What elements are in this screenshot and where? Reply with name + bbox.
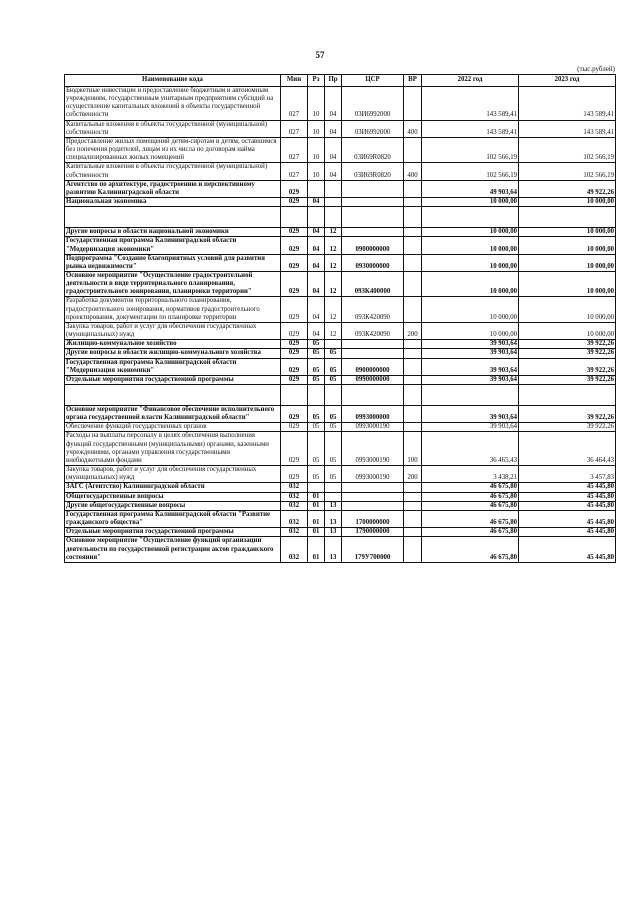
table-row [65,322,616,339]
cell-2023: 39 922,26 [519,358,616,375]
cell-csr: 093К420090 [342,322,404,339]
cell-2023: 45 445,80 [519,537,616,562]
cell-2022: 39 903,64 [422,423,519,432]
cell-csr [342,385,404,406]
cell-name: Основное мероприятие "Финансовое обеспечение исполнительного органа государственной власти Калининградской области" [65,406,281,423]
cell-rz: 05 [308,432,325,466]
cell-rz [308,483,325,492]
cell-min: 029 [281,358,308,375]
cell-min: 027 [281,163,308,180]
cell-name: Разработка документов территориального планирования, градостроительного зонирования, нормативов градостроительного проектирования, документации по планировке территории [65,297,281,322]
cell-rz: 04 [308,254,325,271]
cell-pr: 12 [325,237,342,254]
cell-name: Закупка товаров, работ и услуг для обеспечения государственных (муниципальных) нужд [65,322,281,339]
cell-name: Капитальные вложения в объекты государственной (муниципальной) собственности [65,163,281,180]
budget-table [64,74,616,563]
cell-2022: 10 000,00 [422,322,519,339]
cell-min: 029 [281,432,308,466]
table-row [65,207,616,228]
header-2022: 2022 год [422,75,519,87]
cell-csr: 0993000190 [342,423,404,432]
cell-rz: 05 [308,340,325,349]
cell-name: Другие вопросы в области жилищно-коммунального хозяйства [65,349,281,358]
cell-2022 [422,207,519,228]
table-row [65,358,616,375]
cell-vr [404,207,422,228]
cell-2022: 3 438,21 [422,466,519,483]
cell-pr [325,180,342,197]
cell-pr: 12 [325,228,342,237]
cell-rz: 01 [308,537,325,562]
cell-rz [308,385,325,406]
cell-rz: 10 [308,137,325,162]
cell-min: 032 [281,483,308,492]
header-vr: ВР [404,75,422,87]
table-row [65,297,616,322]
cell-min: 029 [281,375,308,384]
cell-pr: 13 [325,528,342,537]
cell-rz: 04 [308,228,325,237]
cell-name: Жилищно-коммунальное хозяйство [65,340,281,349]
cell-name: Государственная программа Калининградской области "Модернизация экономики" [65,237,281,254]
table-row [65,271,616,296]
cell-vr [404,137,422,162]
cell-2023: 10 000,00 [519,322,616,339]
cell-vr [404,198,422,207]
cell-rz: 04 [308,271,325,296]
cell-2022: 39 903,64 [422,358,519,375]
cell-csr: 093К400000 [342,271,404,296]
cell-vr [404,87,422,121]
cell-2022: 10 000,00 [422,254,519,271]
cell-2022: 39 903,64 [422,340,519,349]
cell-name: Основное мероприятие "Осуществление функций организации деятельности по государственной регистрации актов гражданского состояния" [65,537,281,562]
table-row [65,120,616,137]
cell-name: Расходы на выплаты персоналу в целях обеспечения выполнения функций государственными (муниципальными) органами, казенными учреждениями, органами управления государственными внебюджетными фондами [65,432,281,466]
cell-2023: 3 457,83 [519,466,616,483]
cell-rz [308,180,325,197]
table-row [65,375,616,384]
cell-vr [404,237,422,254]
cell-name [65,385,281,406]
header-rz: Рз [308,75,325,87]
cell-2022: 46 675,80 [422,510,519,527]
cell-min: 027 [281,120,308,137]
cell-csr: 03И6992000 [342,87,404,121]
cell-pr: 05 [325,358,342,375]
cell-csr: 0900000000 [342,358,404,375]
cell-2022: 143 589,41 [422,87,519,121]
cell-pr [325,492,342,501]
cell-min: 029 [281,322,308,339]
cell-vr [404,406,422,423]
cell-vr [404,254,422,271]
table-row [65,528,616,537]
cell-pr: 12 [325,254,342,271]
cell-min: 029 [281,349,308,358]
cell-csr: 093К420090 [342,297,404,322]
cell-vr: 400 [404,120,422,137]
cell-csr [342,349,404,358]
cell-pr: 12 [325,271,342,296]
cell-min: 032 [281,501,308,510]
cell-name: Общегосударственные вопросы [65,492,281,501]
cell-min: 027 [281,137,308,162]
cell-vr: 200 [404,322,422,339]
cell-pr: 12 [325,297,342,322]
cell-2022: 39 903,64 [422,375,519,384]
cell-vr [404,510,422,527]
table-row [65,385,616,406]
cell-pr: 12 [325,322,342,339]
table-row [65,510,616,527]
cell-rz: 01 [308,510,325,527]
cell-vr [404,358,422,375]
cell-csr [342,501,404,510]
cell-rz: 04 [308,237,325,254]
cell-min: 029 [281,406,308,423]
cell-name: Бюджетные инвестиции и предоставление бюджетным и автономным учреждениям, государственным унитарным предприятиям субсидий на осуществление капитальных вложений в объекты государственной собственности [65,87,281,121]
cell-vr [404,340,422,349]
cell-2023: 10 000,00 [519,271,616,296]
cell-pr: 05 [325,432,342,466]
cell-pr: 05 [325,423,342,432]
cell-rz: 05 [308,358,325,375]
cell-rz: 05 [308,349,325,358]
cell-2022: 10 000,00 [422,271,519,296]
table-row [65,137,616,162]
cell-name: Государственная программа Калининградской области "Модернизация экономики" [65,358,281,375]
cell-2023: 10 000,00 [519,254,616,271]
cell-rz: 05 [308,423,325,432]
cell-csr: 03И6992000 [342,120,404,137]
cell-pr [325,340,342,349]
cell-min: 029 [281,180,308,197]
cell-rz: 04 [308,322,325,339]
cell-min: 029 [281,254,308,271]
cell-min: 032 [281,510,308,527]
cell-name: Отдельные мероприятия государственной программы [65,528,281,537]
table-row [65,483,616,492]
cell-2022: 102 566,19 [422,163,519,180]
cell-2022: 10 000,00 [422,297,519,322]
header-name: Наименование кода [65,75,281,87]
cell-vr [404,180,422,197]
cell-min: 029 [281,228,308,237]
cell-csr [342,207,404,228]
cell-csr: 03И69R0820 [342,163,404,180]
table-row [65,180,616,197]
cell-min: 029 [281,466,308,483]
cell-csr: 0930000000 [342,254,404,271]
cell-vr [404,492,422,501]
cell-vr [404,423,422,432]
table-header-row [65,75,616,87]
cell-2023: 45 445,80 [519,510,616,527]
cell-csr: 0993000190 [342,432,404,466]
cell-2022: 46 675,80 [422,501,519,510]
cell-vr [404,385,422,406]
cell-pr: 05 [325,406,342,423]
header-min: Мин [281,75,308,87]
cell-min: 029 [281,297,308,322]
cell-2023: 10 000,00 [519,198,616,207]
cell-min: 032 [281,528,308,537]
cell-vr [404,483,422,492]
cell-2023: 45 445,80 [519,501,616,510]
header-2023: 2023 год [519,75,616,87]
cell-pr: 04 [325,163,342,180]
cell-name: ЗАГС (Агентство) Калининградской области [65,483,281,492]
cell-pr: 13 [325,501,342,510]
cell-2023: 36 464,43 [519,432,616,466]
cell-csr [342,198,404,207]
table-row [65,537,616,562]
cell-min [281,207,308,228]
cell-min: 029 [281,423,308,432]
cell-csr: 03И69R0820 [342,137,404,162]
table-row [65,406,616,423]
cell-csr [342,483,404,492]
table-row [65,423,616,432]
cell-name: Закупка товаров, работ и услуг для обеспечения государственных (муниципальных) нужд [65,466,281,483]
cell-2023: 143 589,41 [519,87,616,121]
cell-name: Основное мероприятие "Осуществление градостроительной деятельности в виде территориального планирования, градостроительного зонирования, планировки территории" [65,271,281,296]
table-row [65,228,616,237]
table-row [65,349,616,358]
cell-name: Отдельные мероприятия государственной программы [65,375,281,384]
cell-rz: 05 [308,375,325,384]
cell-csr: 179У700000 [342,537,404,562]
cell-2023: 10 000,00 [519,237,616,254]
cell-vr [404,375,422,384]
cell-pr: 04 [325,137,342,162]
cell-csr [342,492,404,501]
cell-2022: 46 675,80 [422,492,519,501]
cell-csr: 0993000190 [342,466,404,483]
table-row [65,492,616,501]
cell-vr [404,271,422,296]
cell-min: 032 [281,537,308,562]
cell-min: 029 [281,198,308,207]
cell-2022: 10 000,00 [422,228,519,237]
cell-2022: 39 903,64 [422,406,519,423]
cell-pr [325,385,342,406]
cell-2022: 46 675,80 [422,537,519,562]
cell-min: 029 [281,271,308,296]
cell-pr: 05 [325,349,342,358]
cell-2023: 45 445,80 [519,483,616,492]
cell-vr [404,528,422,537]
cell-csr: 1790000000 [342,528,404,537]
cell-rz: 10 [308,87,325,121]
cell-min: 032 [281,492,308,501]
cell-2022: 39 903,64 [422,349,519,358]
cell-2022 [422,385,519,406]
cell-pr [325,207,342,228]
cell-pr: 13 [325,537,342,562]
cell-csr: 0993000000 [342,406,404,423]
cell-vr: 400 [404,163,422,180]
cell-csr: 0990000000 [342,375,404,384]
cell-2023: 39 922,26 [519,340,616,349]
units-label: (тыс.рублей) [577,65,615,73]
cell-rz: 01 [308,501,325,510]
table-body [65,87,616,563]
cell-rz [308,207,325,228]
cell-rz: 10 [308,163,325,180]
cell-2022: 36 465,43 [422,432,519,466]
cell-pr: 13 [325,510,342,527]
cell-2023: 39 922,26 [519,406,616,423]
cell-rz: 04 [308,198,325,207]
cell-2023: 39 922,26 [519,349,616,358]
cell-2023: 45 445,80 [519,528,616,537]
cell-2023 [519,385,616,406]
cell-csr [342,180,404,197]
cell-name: Государственная программа Калининградской области "Развитие гражданского общества" [65,510,281,527]
table-row [65,163,616,180]
cell-rz: 04 [308,297,325,322]
cell-csr [342,228,404,237]
cell-rz: 05 [308,406,325,423]
table-row [65,501,616,510]
cell-name: Подпрограмма "Создание благоприятных условий для развития рынка недвижимости" [65,254,281,271]
table-row [65,466,616,483]
cell-rz: 01 [308,492,325,501]
cell-name: Другие вопросы в области национальной экономики [65,228,281,237]
cell-2023: 102 566,19 [519,163,616,180]
cell-2023: 45 445,80 [519,492,616,501]
cell-pr: 04 [325,120,342,137]
cell-csr: 0900000000 [342,237,404,254]
cell-min: 029 [281,237,308,254]
cell-2022: 10 000,00 [422,198,519,207]
cell-rz: 05 [308,466,325,483]
cell-2022: 46 675,80 [422,528,519,537]
cell-name: Обеспечение функций государственных органов [65,423,281,432]
cell-2023: 39 922,26 [519,423,616,432]
cell-2022: 102 566,19 [422,137,519,162]
cell-name: Национальная экономика [65,198,281,207]
cell-vr: 200 [404,466,422,483]
header-pr: Пр [325,75,342,87]
cell-2023: 39 922,26 [519,375,616,384]
cell-pr [325,198,342,207]
cell-name: Предоставление жилых помещений детям-сиротам и детям, оставшимся без попечения родителей, лицам из их числа по договорам найма специализированных жилых помещений [65,137,281,162]
cell-pr: 05 [325,375,342,384]
cell-vr [404,501,422,510]
cell-vr [404,228,422,237]
cell-name: Капитальные вложения в объекты государственной (муниципальной) собственности [65,120,281,137]
cell-2022: 10 000,00 [422,237,519,254]
cell-pr: 04 [325,87,342,121]
cell-vr [404,297,422,322]
table-row [65,198,616,207]
cell-name [65,207,281,228]
cell-min [281,385,308,406]
cell-rz: 10 [308,120,325,137]
cell-min: 029 [281,340,308,349]
cell-2022: 46 675,80 [422,483,519,492]
header-csr: ЦСР [342,75,404,87]
cell-2023: 10 000,00 [519,228,616,237]
cell-name: Другие общегосударственные вопросы [65,501,281,510]
cell-name: Агентство по архитектуре, градостроению и перспективному развитию Калининградской области [65,180,281,197]
cell-2023: 10 000,00 [519,297,616,322]
cell-rz: 01 [308,528,325,537]
cell-2022: 49 903,64 [422,180,519,197]
table-row [65,432,616,466]
cell-min: 027 [281,87,308,121]
table-row [65,340,616,349]
table-row [65,237,616,254]
cell-2023: 143 589,41 [519,120,616,137]
cell-2022: 143 589,41 [422,120,519,137]
table-row [65,254,616,271]
cell-pr: 05 [325,466,342,483]
cell-2023: 102 566,19 [519,137,616,162]
page-number: 57 [315,50,325,60]
cell-csr [342,340,404,349]
cell-vr [404,349,422,358]
cell-csr: 1700000000 [342,510,404,527]
cell-pr [325,483,342,492]
cell-vr [404,537,422,562]
cell-2023 [519,207,616,228]
table-row [65,87,616,121]
cell-2023: 49 922,26 [519,180,616,197]
cell-vr: 100 [404,432,422,466]
